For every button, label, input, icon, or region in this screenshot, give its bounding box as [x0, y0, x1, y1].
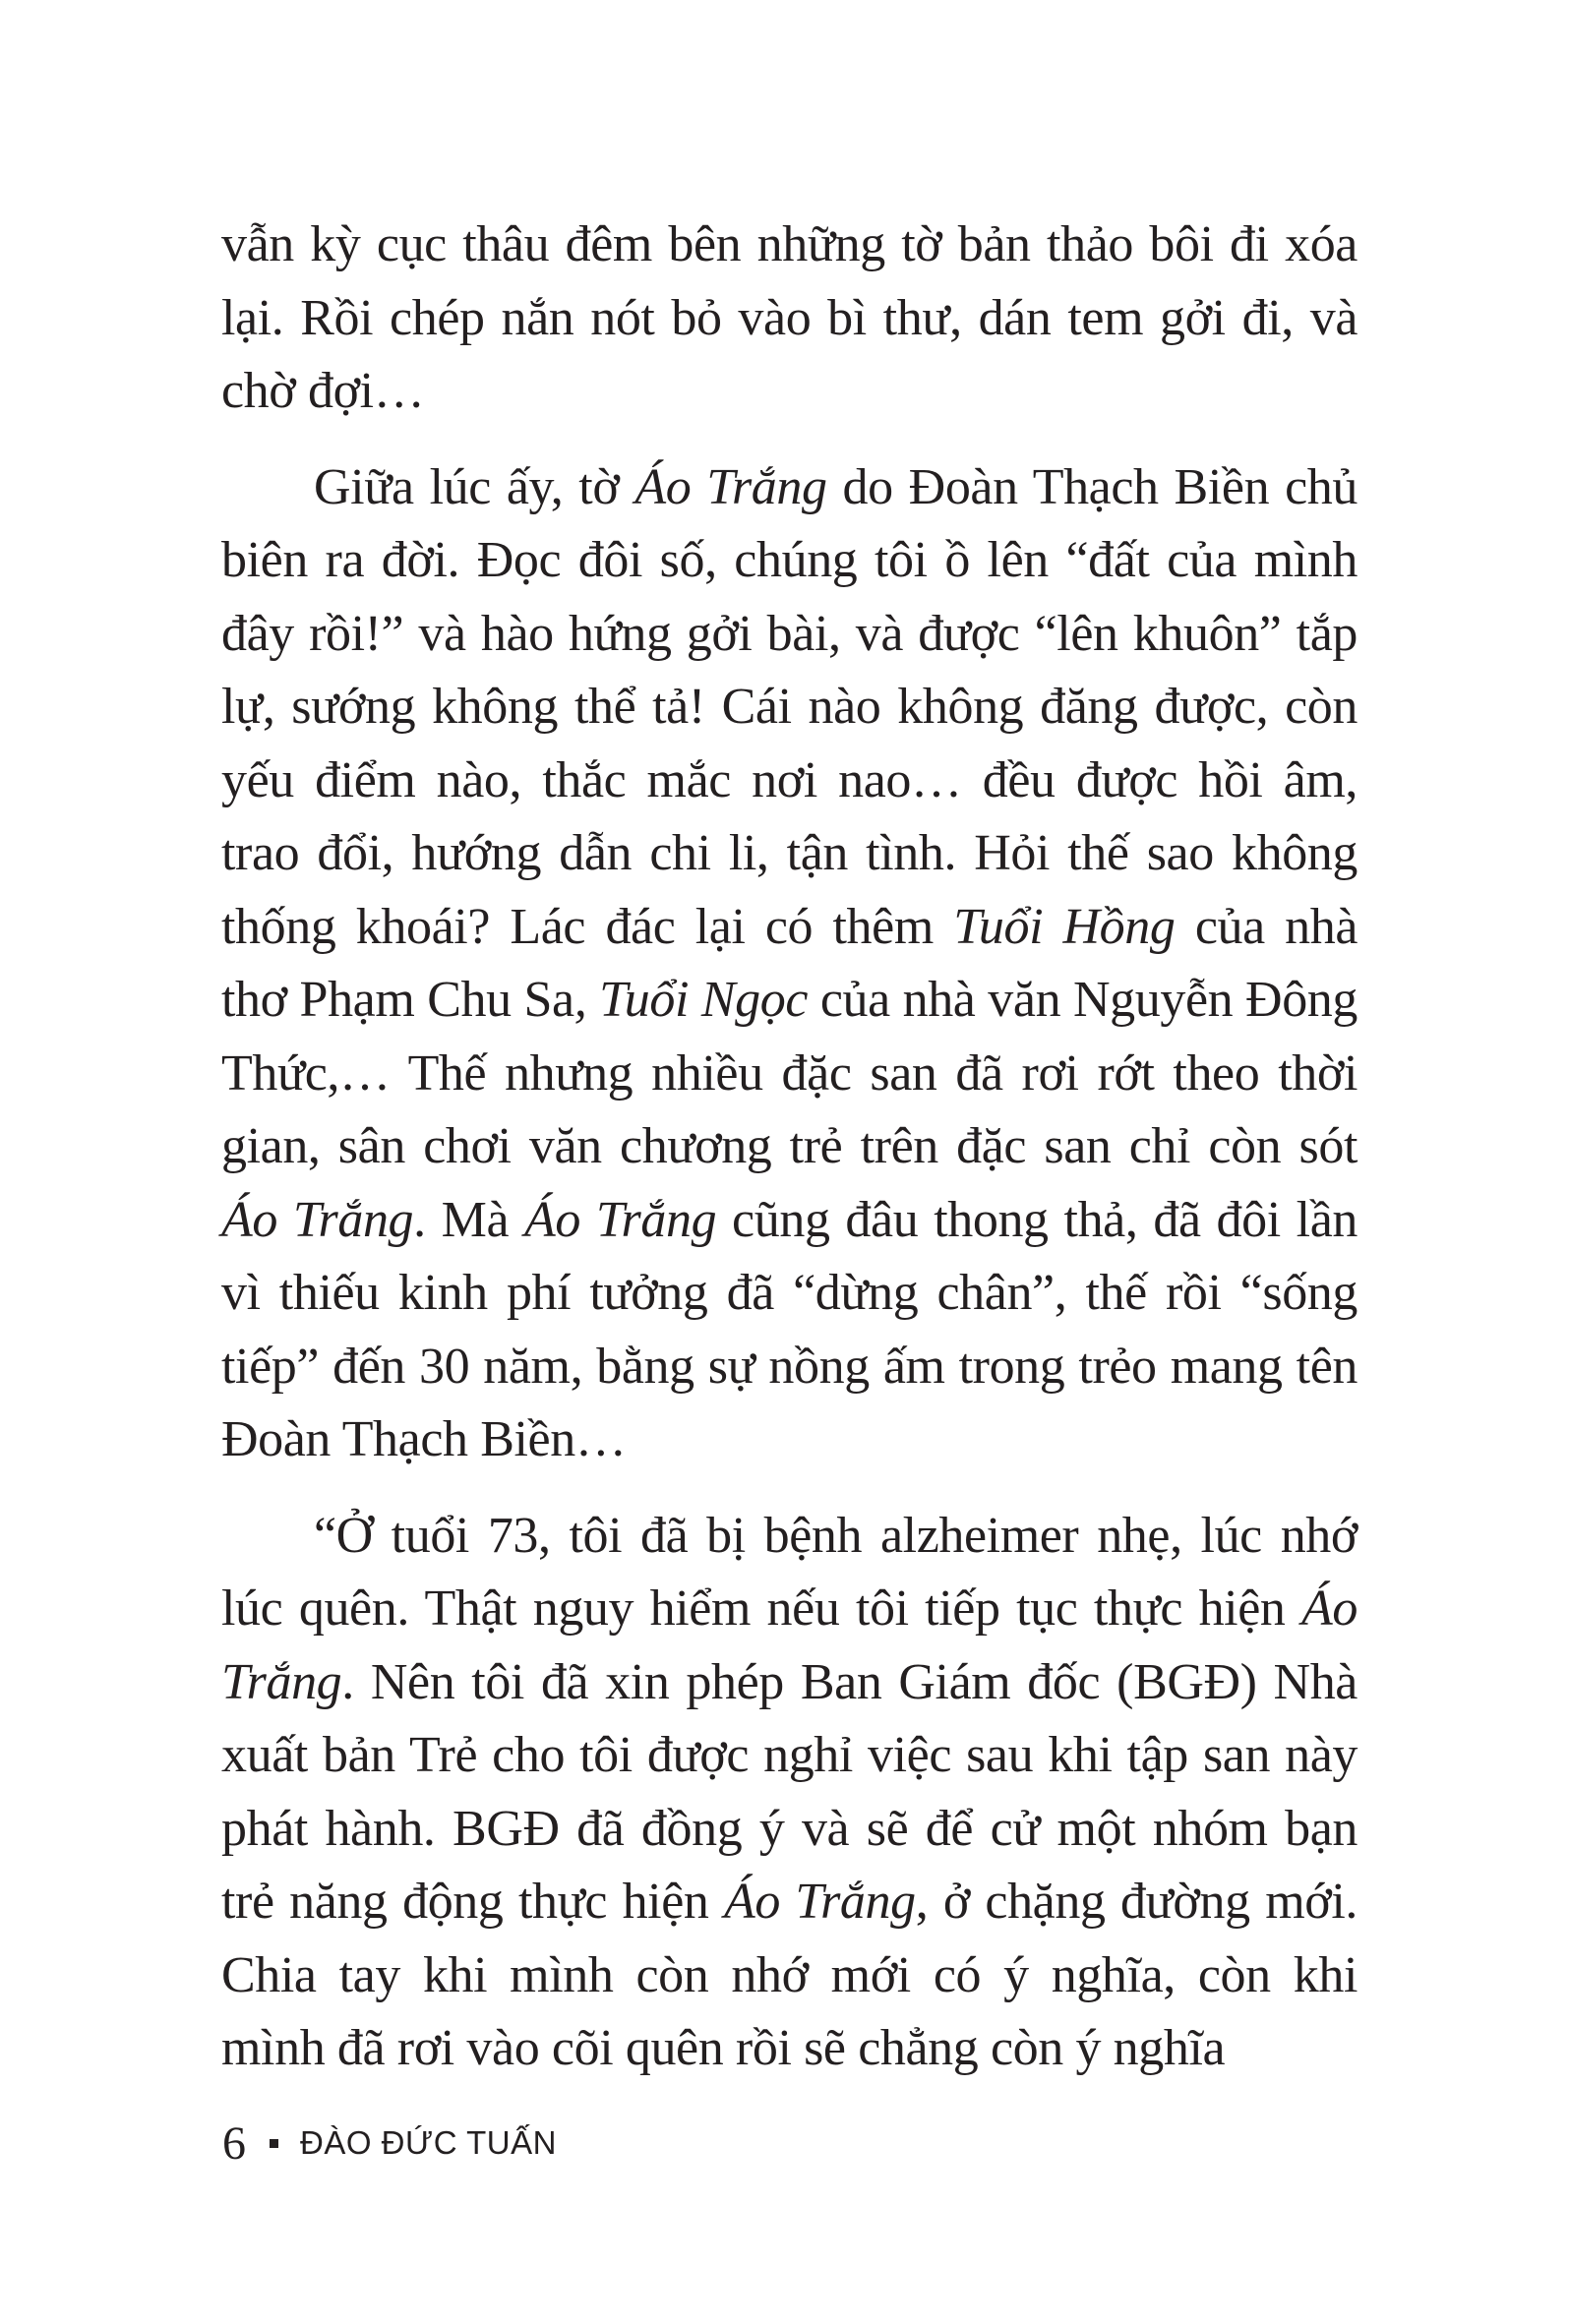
page-number: 6 — [222, 2116, 246, 2170]
text-run: , ở chặng đường mới. Chia tay khi mình còn nhớ mới có ý nghĩa, còn khi mình đã rơi vào cõi quên rồi sẽ chẳng còn ý nghĩa — [221, 1874, 1358, 2076]
text-run: cũng đâu thong thả, đã đôi lần vì thiếu kinh phí tưởng đã “dừng chân”, thế rồi “sống tiếp” đến 30 năm, bằng sự nồng ấm trong trẻo mang tên Đoàn Thạch Biền… — [221, 1191, 1358, 1467]
body-text — [221, 209, 1358, 2086]
paragraph — [221, 451, 1358, 1477]
italic-title: Áo Trắng — [634, 458, 827, 515]
author-name: ĐÀO ĐỨC TUẤN — [300, 2124, 557, 2161]
bullet-separator-icon — [270, 2139, 278, 2148]
text-run: của nhà thơ Phạm Chu Sa — [221, 898, 1358, 1028]
paragraph — [221, 1500, 1358, 2086]
paragraph — [221, 209, 1358, 429]
text-run: “Ở tuổi 73, tôi đã bị bệnh alzheimer nhẹ, lúc nhớ lúc quên. Thật nguy hiểm nếu tôi tiếp tục thực hiện — [221, 1507, 1358, 1637]
text-run: do Đoàn Thạch Biền chủ biên ra đời. Đọc đôi số, chúng tôi ồ lên “đất của mình đây rồi!” và hào hứng gởi bài, và được “lên khuôn” tắp lự, sướng không thể tả! Cái nào không đăng được, còn yếu điểm nào, thắc mắc nơi nao… đều được hồi âm, trao đổi, hướng dẫn chi li, tận tình. Hỏi thế sao không thống khoái? Lác đác lại có thêm — [221, 458, 1358, 955]
italic-title: Áo Trắng — [221, 1191, 414, 1248]
italic-title: Tuổi Hồng — [953, 898, 1176, 955]
italic-title: Áo Trắng — [221, 1580, 1358, 1710]
italic-title: Áo Trắng — [723, 1874, 916, 1930]
text-run: của nhà văn Nguyễn Đông Thức,… Thế nhưng nhiều đặc san đã rơi rớt theo thời gian, sân chơi văn chương trẻ trên đặc san chỉ còn sót — [221, 972, 1358, 1174]
page-footer — [222, 2114, 557, 2173]
text-run: vẫn kỳ cục thâu đêm bên những tờ bản thảo bôi đi xóa lại. Rồi chép nắn nót bỏ vào bì thư, dán tem gởi đi, và chờ đợi… — [221, 216, 1358, 419]
text-run: . Mà — [413, 1191, 525, 1248]
text-run: Giữa lúc ấy, tờ — [314, 458, 635, 515]
italic-title: Áo Trắng — [524, 1191, 717, 1248]
italic-title: , Tuổi Ngọc — [573, 972, 809, 1028]
text-run: . Nên tôi đã xin phép Ban Giám đốc (BGĐ) Nhà xuất bản Trẻ cho tôi được nghỉ việc sau khi tập san này phát hành. BGĐ đã đồng ý và sẽ để cử một nhóm bạn trẻ năng động thực hiện — [221, 1653, 1358, 1930]
